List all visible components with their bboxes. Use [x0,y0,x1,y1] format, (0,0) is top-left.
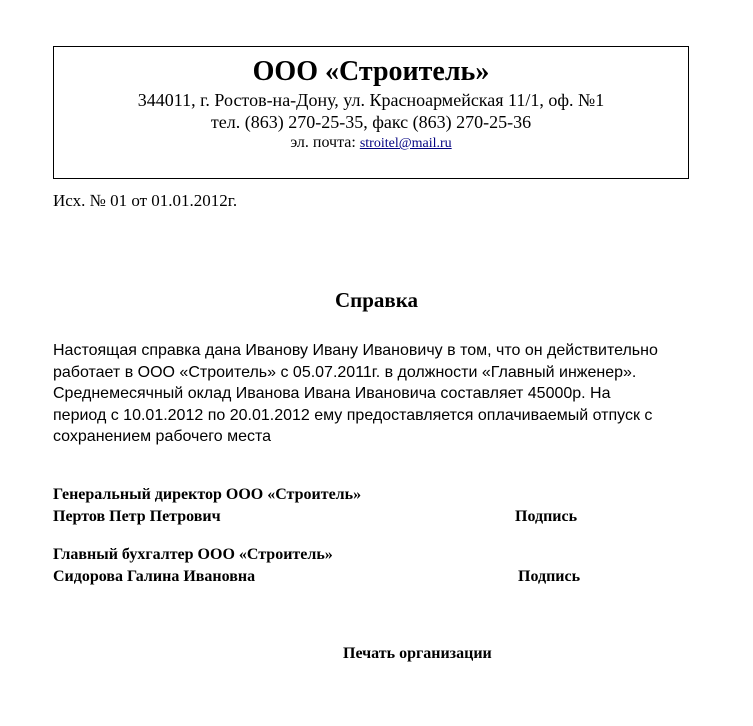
org-address: 344011, г. Ростов-на-Дону, ул. Красноармейская 11/1, оф. №1 [137,90,605,110]
email-label: эл. почта: [290,134,360,151]
accountant-name: Сидорова Галина Ивановна [53,568,256,585]
accountant-position: Главный бухгалтер ООО «Строитель» [53,546,333,563]
director-name: Пертов Петр Петрович [53,508,221,525]
org-name: ООО «Строитель» [252,56,490,87]
body-line: Среднемесячный оклад Иванова Ивана Ивановича составляет 45000р. На [53,385,611,402]
director-position: Генеральный директор ООО «Строитель» [53,486,362,503]
org-phones: тел. (863) 270-25-35, факс (863) 270-25-36 [210,112,532,132]
body-line: период с 10.01.2012 по 20.01.2012 ему предоставляется оплачиваемый отпуск с [53,406,653,424]
org-email-line [54,133,688,154]
body-line: сохранением рабочего места [53,428,272,445]
email-link[interactable]: stroitel@mail.ru [359,136,452,151]
accountant-signature-label: Подпись [518,568,581,585]
stamp-label: Печать организации [343,645,492,662]
director-signature-label: Подпись [515,508,578,525]
letterhead-box [53,46,689,179]
body-paragraph [53,340,703,448]
body-line: Настоящая справка дана Иванову Ивану Ивановичу в том, что он действительно [53,342,658,359]
body-line: работает в ООО «Строитель» с 05.07.2011г. в должности «Главный инженер». [53,363,637,381]
outgoing-reference: Исх. № 01 от 01.01.2012г. [53,191,238,210]
document-title: Справка [334,288,419,312]
